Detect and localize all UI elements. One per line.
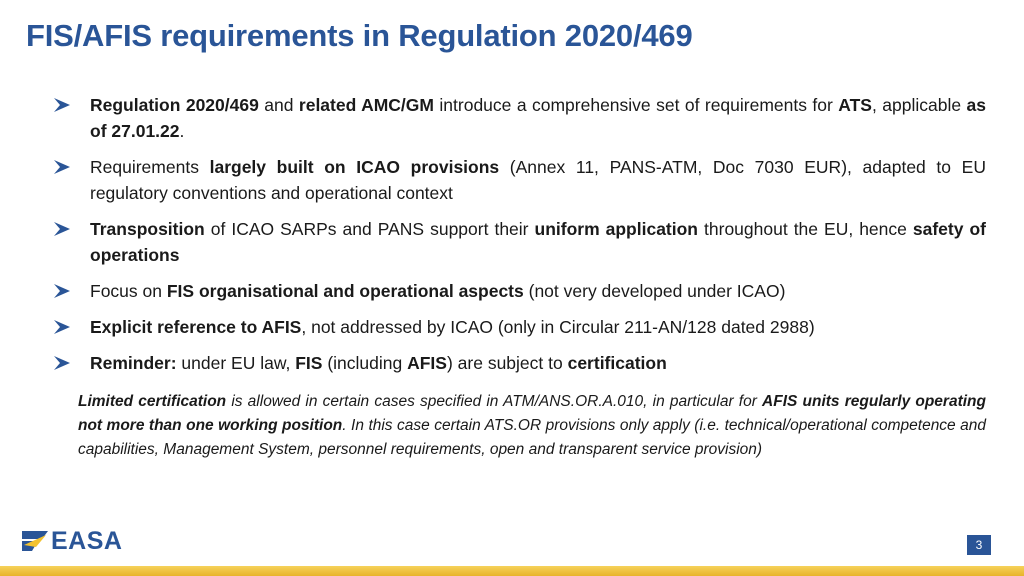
arrow-bullet-icon bbox=[54, 278, 76, 304]
text-run: ) are subject to bbox=[446, 353, 568, 373]
arrow-bullet-icon bbox=[54, 154, 76, 180]
logo-text: EASA bbox=[51, 526, 123, 555]
bullet-item bbox=[54, 154, 986, 206]
bold-text: FIS organisational and operational aspects bbox=[166, 281, 524, 301]
bullet-item bbox=[54, 350, 986, 376]
text-run: Focus on bbox=[90, 281, 167, 301]
footer-bar bbox=[0, 566, 1024, 576]
bold-text: ATS bbox=[838, 95, 872, 115]
bold-text: safety of operations bbox=[90, 219, 986, 265]
bold-text: related AMC/GM bbox=[298, 95, 434, 115]
easa-logo-icon bbox=[22, 529, 48, 553]
bold-text: Transposition bbox=[90, 219, 205, 239]
text-run: . In this case certain ATS.OR provisions only apply (i.e. technical/operational competence and capabilities, Management System, personnel requirements, open and transparent service provision) bbox=[78, 417, 987, 458]
text-run: (Annex 11, PANS-ATM, Doc 7030 EUR), adapted to EU regulatory conventions and operational context bbox=[90, 157, 986, 203]
text-run: (not very developed under ICAO) bbox=[523, 281, 786, 301]
arrow-bullet-icon bbox=[54, 216, 76, 242]
bold-text: uniform application bbox=[534, 219, 699, 239]
bullet-item bbox=[54, 92, 986, 144]
bold-text: FIS bbox=[295, 353, 323, 373]
text-run: of ICAO SARPs and PANS support their bbox=[204, 219, 535, 239]
page-title: FIS/AFIS requirements in Regulation 2020/469 bbox=[26, 18, 693, 53]
bold-text: Explicit reference to AFIS bbox=[90, 317, 302, 337]
text-run: , not addressed by ICAO (only in Circular 211-AN/128 dated 2988) bbox=[301, 317, 815, 337]
arrow-bullet-icon bbox=[54, 350, 76, 376]
bold-text: largely built on ICAO provisions bbox=[209, 157, 500, 177]
bullet-text bbox=[90, 317, 815, 337]
bold-text: Regulation 2020/469 bbox=[90, 95, 259, 115]
bullet-text bbox=[90, 95, 986, 141]
bold-text: AFIS bbox=[407, 353, 447, 373]
bullet-text bbox=[90, 353, 667, 373]
text-run: and bbox=[258, 95, 299, 115]
text-run: is allowed in certain cases specified in ATM/ANS.OR.A.010, in particular for bbox=[226, 393, 763, 410]
text-run: (including bbox=[322, 353, 408, 373]
bullet-item bbox=[54, 314, 986, 340]
text-run: Requirements bbox=[90, 157, 210, 177]
text-run: throughout the EU, hence bbox=[698, 219, 913, 239]
bullet-text bbox=[90, 219, 986, 265]
bold-text: Reminder: bbox=[90, 353, 177, 373]
bold-text: certification bbox=[567, 353, 667, 373]
arrow-bullet-icon bbox=[54, 92, 76, 118]
text-run: . bbox=[179, 121, 185, 141]
arrow-bullet-icon bbox=[54, 314, 76, 340]
text-run: , applicable bbox=[871, 95, 967, 115]
certification-note bbox=[78, 390, 986, 462]
page-number: 3 bbox=[967, 535, 991, 555]
text-run: under EU law, bbox=[176, 353, 296, 373]
bold-text: AFIS units regularly operating not more than one working position bbox=[78, 393, 986, 434]
bullet-item bbox=[54, 216, 986, 268]
bullet-list bbox=[54, 92, 986, 386]
bullet-text bbox=[90, 281, 785, 301]
bold-text: as of 27.01.22 bbox=[90, 95, 986, 141]
bold-text: Limited certification bbox=[78, 393, 227, 410]
easa-logo bbox=[22, 526, 122, 556]
text-run: introduce a comprehensive set of requirements for bbox=[433, 95, 839, 115]
bullet-item bbox=[54, 278, 986, 304]
bullet-text bbox=[90, 157, 986, 203]
